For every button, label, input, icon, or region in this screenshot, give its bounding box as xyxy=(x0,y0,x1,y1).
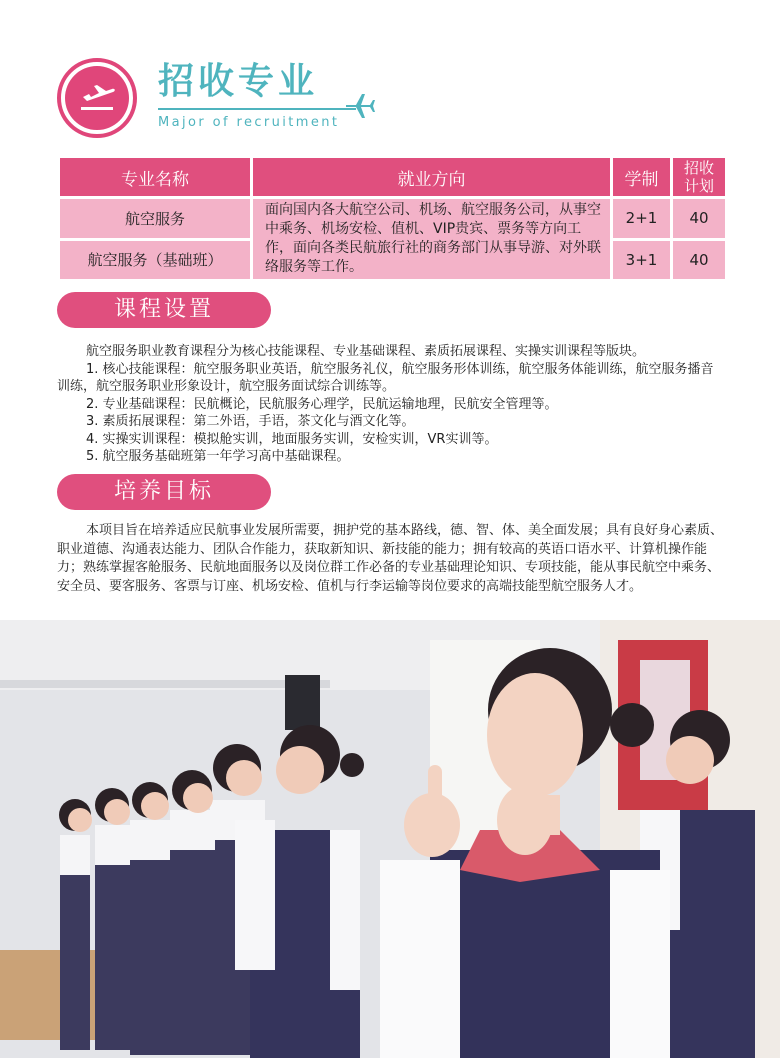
course-item: 4. 实操实训课程：模拟舱实训，地面服务实训，安检实训，VR实训等。 xyxy=(86,431,498,447)
header-plan-text: 招收 计划 xyxy=(683,159,714,195)
table-row xyxy=(60,199,725,238)
major-name-cell: 航空服务（基础班） xyxy=(60,241,250,280)
goals-heading: 培养目标 xyxy=(57,474,271,510)
logo-badge xyxy=(57,58,137,138)
course-item: 5. 航空服务基础班第一年学习高中基础课程。 xyxy=(86,449,350,464)
years-cell: 3+1 xyxy=(613,241,670,280)
course-item: 3. 素质拓展课程：第二外语，手语，茶文化与酒文化等。 xyxy=(86,414,415,429)
plan-cell: 40 xyxy=(673,199,725,238)
years-cell: 2+1 xyxy=(613,199,670,238)
header-major-name: 专业名称 xyxy=(60,158,250,196)
header-direction: 就业方向 xyxy=(253,158,610,196)
page-title: 招收专业 xyxy=(158,61,319,102)
courses-intro: 航空服务职业教育课程分为核心技能课程、专业基础课程、素质拓展课程、实操实训课程等版块。 xyxy=(86,344,646,359)
header-years: 学制 xyxy=(613,158,670,196)
airplane-icon xyxy=(344,92,376,120)
page-subtitle: Major of recruitment xyxy=(158,115,340,130)
header-plan xyxy=(673,158,725,196)
table-header-row xyxy=(60,158,725,196)
courses-section xyxy=(57,343,725,466)
plane-departure-icon xyxy=(65,66,129,130)
plan-cell: 40 xyxy=(673,241,725,280)
direction-cell: 面向国内各大航空公司、机场、航空服务公司，从事空中乘务、机场安检、值机、VIP贵宾、票务等方向工作，面向各类民航旅行社的商务部门从事导游、对外联络服务等工作。 xyxy=(253,199,610,279)
major-name-cell: 航空服务 xyxy=(60,199,250,238)
course-item: 1. 核心技能课程：航空服务职业英语，航空服务礼仪，航空服务形体训练，航空服务体能训练，航空服务播音训练，航空服务职业形象设计，航空服务面试综合训练等。 xyxy=(57,361,714,394)
title-divider xyxy=(158,108,356,110)
courses-heading: 课程设置 xyxy=(57,292,271,328)
major-table xyxy=(57,155,728,282)
goals-text: 本项目旨在培养适应民航事业发展所需要，拥护党的基本路线，德、智、体、美全面发展；具有良好身心素质、职业道德、沟通表达能力、团队合作能力，获取新知识、新技能的能力；拥有较高的英语口语水平、计算机操作能力；熟练掌握客舱服务、民航地面服务以及岗位群工作必备的专业基础理论知识、专项技能，能从事民航空中乘务、安全员、要客服务、客票与订座、机场安检、值机与行李运输等岗位要求的高端技能型航空服务人才。 xyxy=(57,523,724,594)
students-photo xyxy=(0,620,780,1058)
course-item: 2. 专业基础课程：民航概论，民航服务心理学，民航运输地理，民航安全管理等。 xyxy=(86,396,558,412)
students-photo-illustration xyxy=(0,620,780,1058)
